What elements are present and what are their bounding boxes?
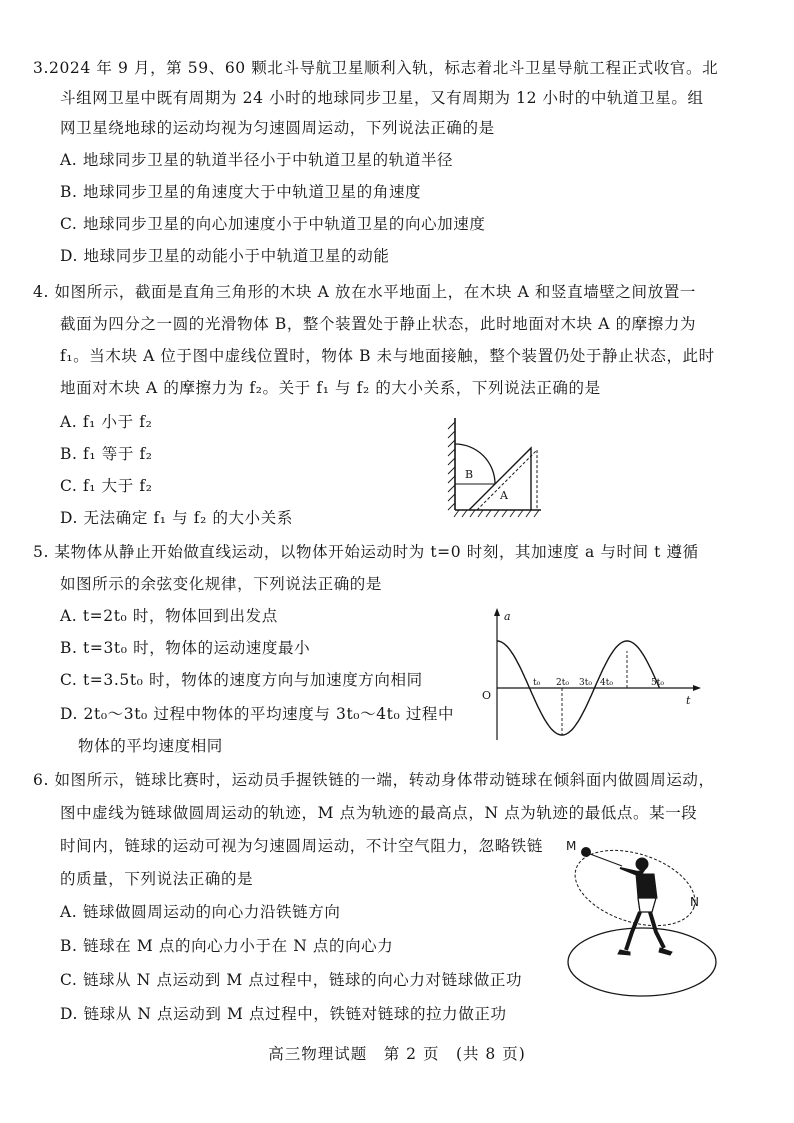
q5-origin-label: O (482, 689, 492, 702)
q4-option-a: A. f₁ 小于 f₂ (60, 413, 153, 431)
q4-option-c: C. f₁ 大于 f₂ (60, 477, 153, 495)
q4-block-diagram (445, 412, 545, 524)
q4-stem-line-1: 4. 如图所示，截面是直角三角形的木块 A 放在水平地面上，在木块 A 和竖直墙壁之间放置一 (33, 283, 696, 301)
q5-option-d: D. 2t₀～3t₀ 过程中物体的平均速度与 3t₀～4t₀ 过程中 (60, 705, 455, 723)
q5-option-a: A. t=2t₀ 时，物体回到出发点 (60, 607, 278, 625)
page-footer: 高三物理试题 第 2 页 (共 8 页) (268, 1045, 526, 1063)
q6-label-n: N (690, 895, 699, 909)
q6-option-c: C. 链球从 N 点运动到 M 点过程中，链球的向心力对链球做正功 (60, 971, 523, 989)
q4-option-b: B. f₁ 等于 f₂ (60, 445, 153, 463)
q3-option-d: D. 地球同步卫星的动能小于中轨道卫星的动能 (60, 247, 390, 265)
q5-option-b: B. t=3t₀ 时，物体的运动速度最小 (60, 639, 311, 657)
q5-stem-line-1: 5. 某物体从静止开始做直线运动，以物体开始运动时为 t=0 时刻，其加速度 a 与时间 t 遵循 (33, 543, 699, 561)
q5-option-c: C. t=3.5t₀ 时，物体的速度方向与加速度方向相同 (60, 671, 423, 689)
q6-stem-line-2: 图中虚线为链球做圆周运动的轨迹，M 点为轨迹的最高点，N 点为轨迹的最低点。某一段 (60, 804, 698, 822)
q6-hammer-throw-figure (560, 828, 720, 1000)
q5-y-axis-label: a (504, 610, 511, 623)
q5-x-axis-label: t (686, 694, 691, 707)
q4-option-d: D. 无法确定 f₁ 与 f₂ 的大小关系 (60, 509, 293, 527)
q5-tick-5t0: 5t₀ (651, 678, 664, 688)
q4-label-b: B (465, 468, 474, 481)
q4-stem-line-2: 截面为四分之一圆的光滑物体 B，整个装置处于静止状态，此时地面对木块 A 的摩擦力为 (60, 315, 697, 333)
q4-stem-line-4: 地面对木块 A 的摩擦力为 f₂。关于 f₁ 与 f₂ 的大小关系，下列说法正确的是 (60, 379, 601, 397)
q3-stem-line-3: 网卫星绕地球的运动均视为匀速圆周运动，下列说法正确的是 (60, 119, 495, 137)
q5-tick-t0: t₀ (533, 678, 541, 688)
q3-option-a: A. 地球同步卫星的轨道半径小于中轨道卫星的轨道半径 (60, 151, 454, 169)
q5-tick-4t0: 4t₀ (600, 678, 613, 688)
q6-option-b: B. 链球在 M 点的向心力小于在 N 点的向心力 (60, 937, 394, 955)
q6-option-d: D. 链球从 N 点运动到 M 点过程中，铁链对链球的拉力做正功 (60, 1005, 507, 1023)
q6-stem-line-3: 时间内，链球的运动可视为匀速圆周运动，不计空气阻力，忽略铁链 (60, 837, 544, 855)
q5-acceleration-graph (475, 604, 705, 742)
q5-tick-3t0: 3t₀ (579, 678, 592, 688)
q4-stem-line-3: f₁。当木块 A 位于图中虚线位置时，物体 B 未与地面接触，整个装置仍处于静止状态，此时 (60, 347, 715, 365)
q5-option-d-continued: 物体的平均速度相同 (78, 737, 223, 755)
q5-tick-2t0: 2t₀ (556, 678, 569, 688)
q5-stem-line-2: 如图所示的余弦变化规律，下列说法正确的是 (60, 575, 383, 593)
q6-label-m: M (566, 839, 577, 853)
q3-stem-line-1: 3.2024 年 9 月，第 59、60 颗北斗导航卫星顺利入轨，标志着北斗卫星导航工程正式收官。北 (33, 59, 719, 77)
q3-stem-line-2: 斗组网卫星中既有周期为 24 小时的地球同步卫星，又有周期为 12 小时的中轨道卫星。组 (60, 89, 704, 107)
q3-option-b: B. 地球同步卫星的角速度大于中轨道卫星的角速度 (60, 183, 422, 201)
q6-stem-line-1: 6. 如图所示，链球比赛时，运动员手握铁链的一端，转动身体带动链球在倾斜面内做圆周运动， (33, 771, 715, 789)
q3-option-c: C. 地球同步卫星的向心加速度小于中轨道卫星的向心加速度 (60, 215, 486, 233)
q6-stem-line-4: 的质量，下列说法正确的是 (60, 870, 254, 888)
q6-option-a: A. 链球做圆周运动的向心力沿铁链方向 (60, 903, 341, 921)
q6-hammer-ball (581, 847, 591, 857)
q4-label-a: A (500, 489, 508, 502)
q6-athlete-icon (618, 858, 672, 955)
